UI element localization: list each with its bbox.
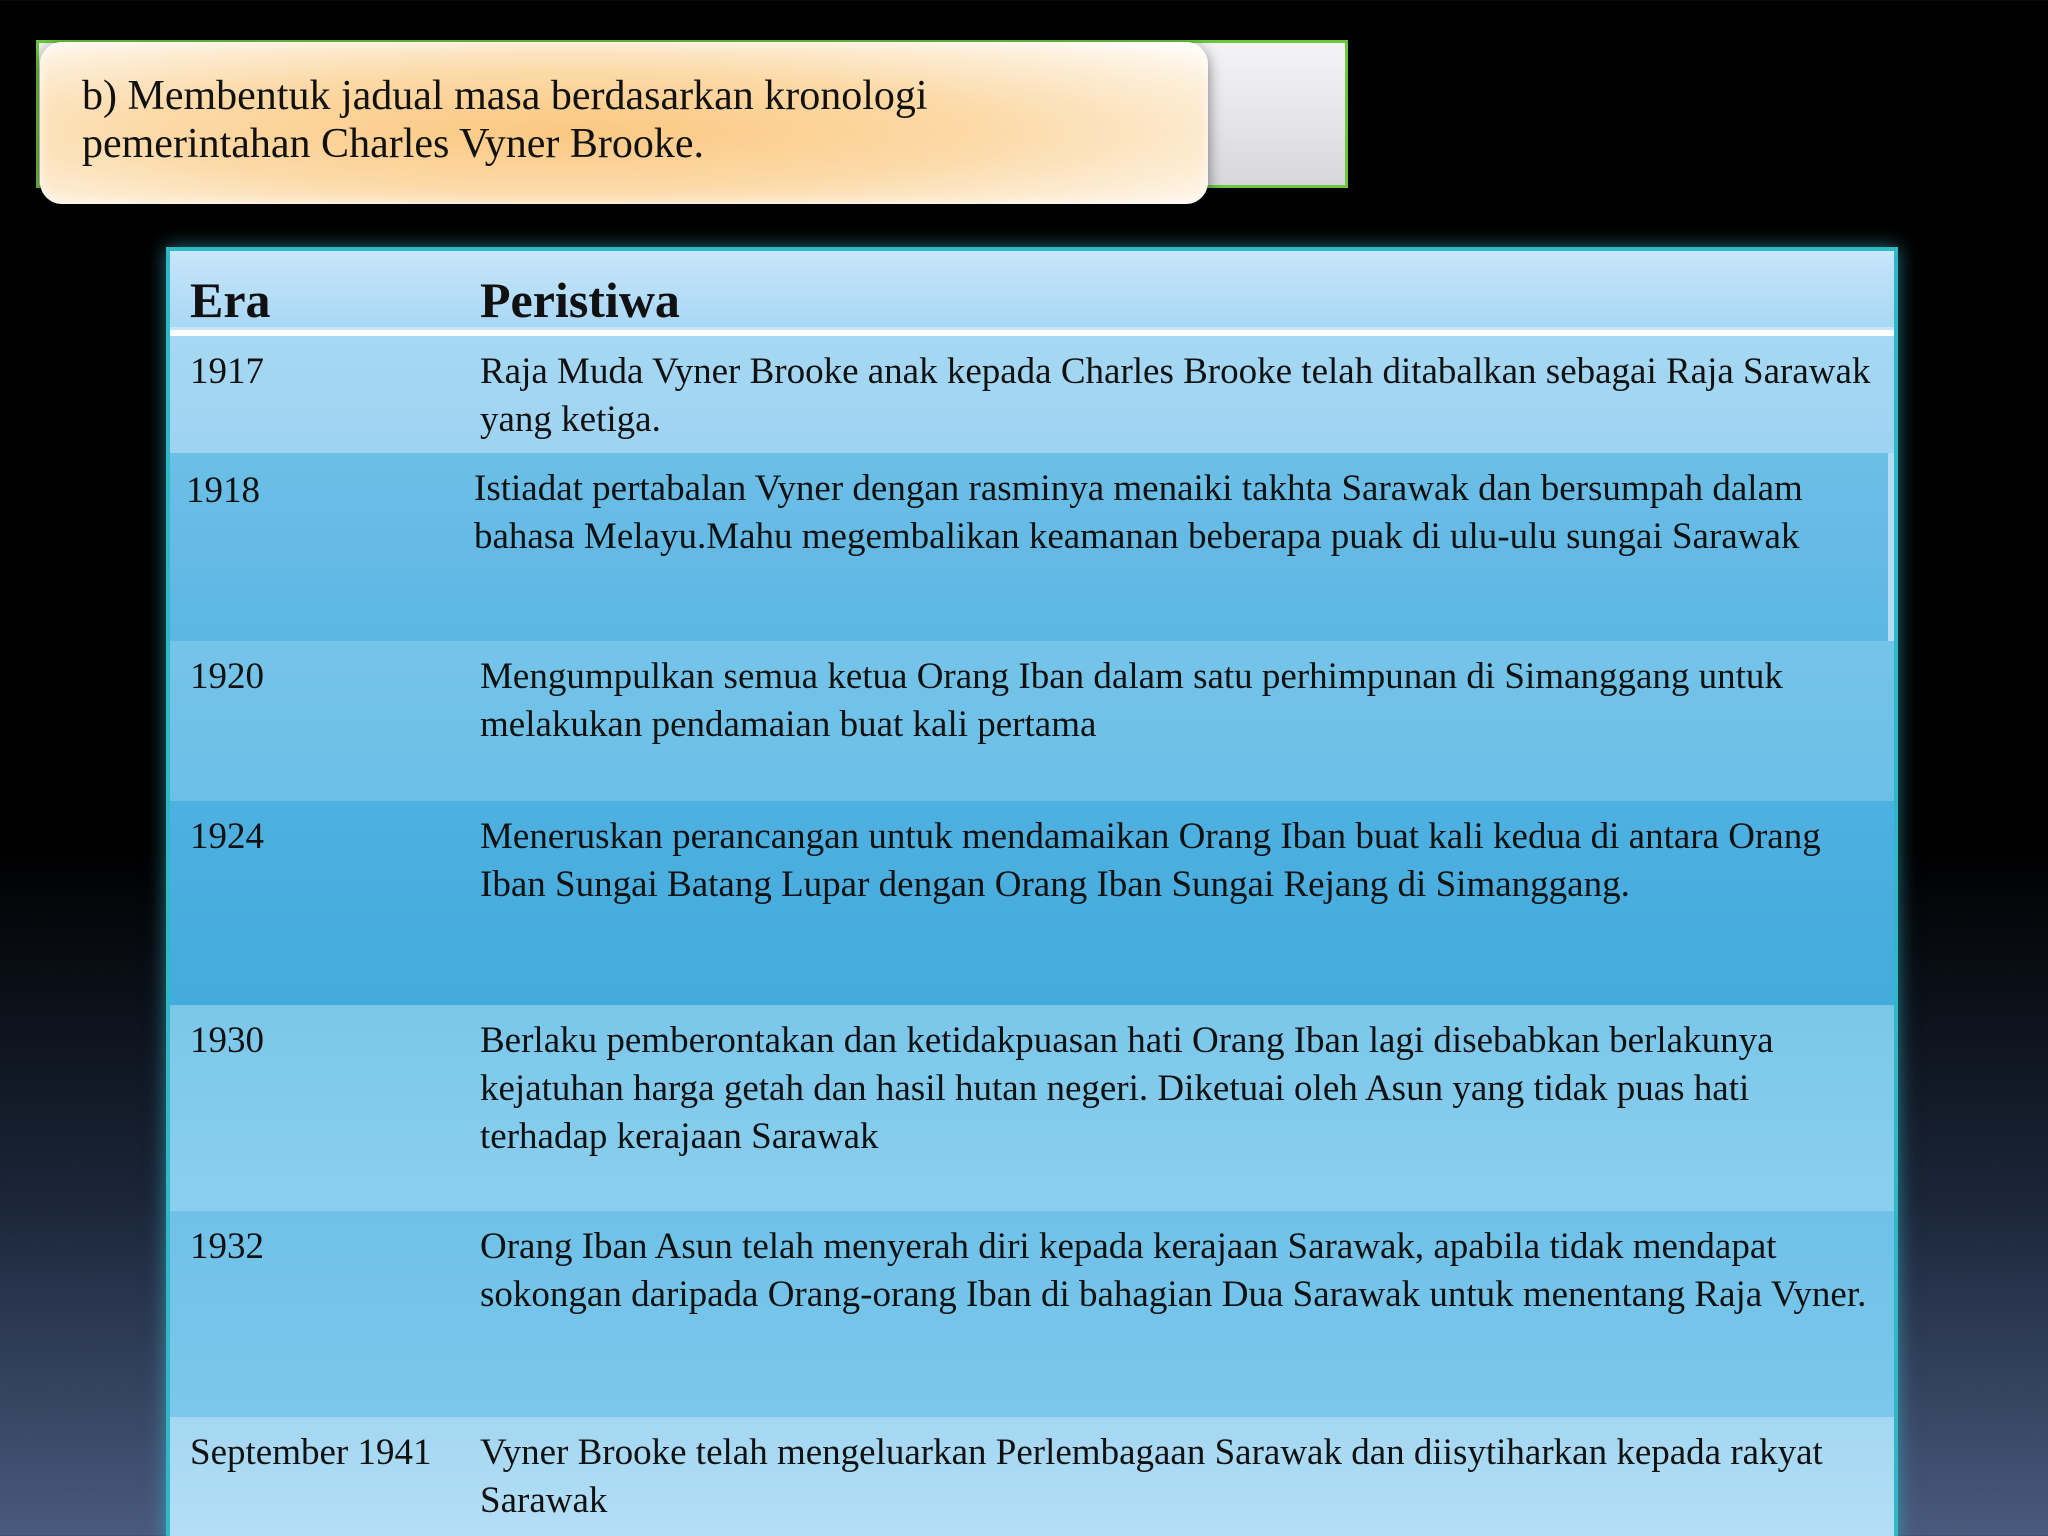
table-row [170,1005,1894,1211]
header-event: Peristiwa [480,272,680,328]
row-era: 1932 [190,1226,264,1267]
row-event: Meneruskan perancangan untuk mendamaikan Orang Iban buat kali kedua di antara Orang Iban Sungai Batang Lupar dengan Orang Iban Sungai Rejang di Simanggang. [480,816,1821,905]
table-header-row [170,251,1894,333]
timeline-table [166,247,1898,1536]
table-row [170,641,1894,801]
header-era: Era [190,272,271,328]
row-era: 1918 [186,470,260,511]
row-event: Istiadat pertabalan Vyner dengan rasminya menaiki takhta Sarawak dan bersumpah dalam bahasa Melayu.Mahu megembalikan keamanan beberapa puak di ulu-ulu sungai Sarawak [474,468,1803,557]
row-event: Raja Muda Vyner Brooke anak kepada Charles Brooke telah ditabalkan sebagai Raja Sarawak yang ketiga. [480,351,1871,440]
row-era: 1924 [190,816,264,857]
table-row [170,1417,1894,1536]
slide-title-line1: b) Membentuk jadual masa berdasarkan kronologi [82,73,928,119]
slide-title-line2: pemerintahan Charles Vyner Brooke. [82,121,705,167]
row-era: 1930 [190,1020,264,1061]
row-event: Orang Iban Asun telah menyerah diri kepada kerajaan Sarawak, apabila tidak mendapat sokongan daripada Orang-orang Iban di bahagian Dua Sarawak untuk menentang Raja Vyner. [480,1226,1867,1315]
table-row [170,333,1894,453]
row-era: September 1941 [190,1432,432,1473]
row-era: 1917 [190,351,264,392]
slide-title [40,42,1208,204]
row-event: Berlaku pemberontakan dan ketidakpuasan hati Orang Iban lagi disebabkan berlakunya kejatuhan harga getah dan hasil hutan negeri. Diketuai oleh Asun yang tidak puas hati terhadap kerajaan Sarawak [480,1020,1774,1157]
table-row [170,1211,1894,1417]
row-event: Mengumpulkan semua ketua Orang Iban dalam satu perhimpunan di Simanggang untuk melakukan pendamaian buat kali pertama [480,656,1783,745]
table-row [170,453,1894,641]
table-row [170,801,1894,1005]
row-era: 1920 [190,656,264,697]
row-event: Vyner Brooke telah mengeluarkan Perlembagaan Sarawak dan diisytiharkan kepada rakyat Sarawak [480,1432,1823,1521]
